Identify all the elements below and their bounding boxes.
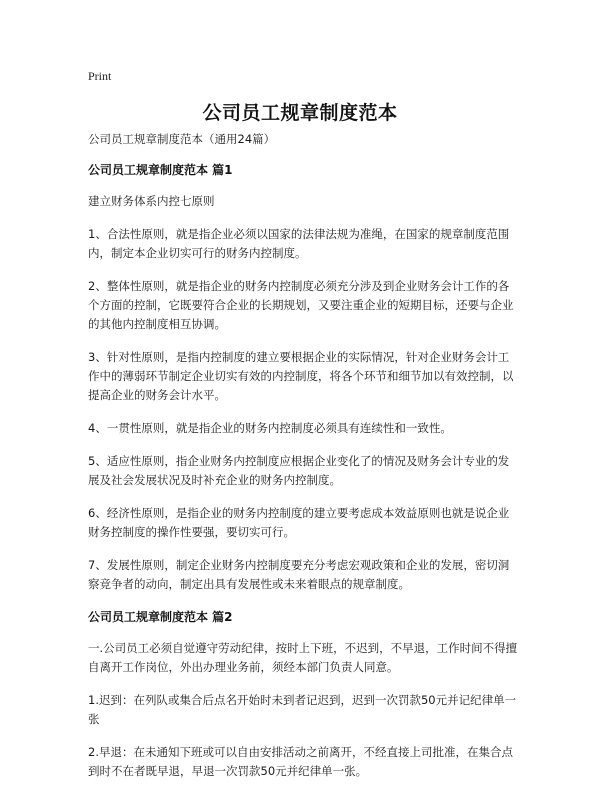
paragraph: 5、适应性原则，指企业财务内控制度应根据企业变化了的情况及财务会计专业的发展及社会发展状况及时补充企业的财务内控制度。 bbox=[88, 454, 510, 487]
print-link[interactable]: Print bbox=[88, 69, 112, 83]
document-subtitle: 公司员工规章制度范本（通用24篇） bbox=[88, 132, 276, 146]
paragraph: 3、针对性原则，是指内控制度的建立要根据企业的实际情况，针对企业财务会计工作中的薄弱环节制定企业切实有效的内控制度，将各个环节和细节加以有效控制，以提高企业的财务会计水平。 bbox=[88, 350, 514, 402]
paragraph: 2.早退：在未通知下班或可以自由安排活动之前离开，不经直接上司批准，在集合点到时不在者既早退，早退一次罚款50元并纪律单一张。 bbox=[88, 745, 513, 778]
section-intro: 建立财务体系内控七原则 bbox=[88, 194, 215, 208]
section-heading-2: 公司员工规章制度范本 篇2 bbox=[88, 610, 233, 624]
page-title: 公司员工规章制度范本 bbox=[202, 102, 398, 124]
paragraph: 1、合法性原则，就是指企业必须以国家的法律法规为准绳，在国家的规章制度范围内，制定本企业切实可行的财务内控制度。 bbox=[88, 227, 510, 260]
paragraph: 1.迟到：在列队或集合后点名开始时未到者记迟到，迟到一次罚款50元并记纪律单一张 bbox=[88, 693, 517, 726]
paragraph: 4、一贯性原则，就是指企业的财务内控制度必须具有连续性和一致性。 bbox=[88, 421, 452, 435]
paragraph: 2、整体性原则，就是指企业的财务内控制度必须充分涉及到企业财务会计工作的各个方面的控制，它既要符合企业的长期规划，又要注重企业的短期目标，还要与企业的其他内控制度相互协调。 bbox=[88, 279, 514, 331]
section-heading-1: 公司员工规章制度范本 篇1 bbox=[88, 163, 233, 177]
paragraph: 7、发展性原则，制定企业财务内控制度要充分考虑宏观政策和企业的发展，密切洞察竞争者的动向，制定出具有发展性或未来着眼点的规章制度。 bbox=[88, 558, 510, 591]
document-body bbox=[88, 130, 520, 795]
paragraph: 6、经济性原则，是指企业的财务内控制度的建立要考虑成本效益原则也就是说企业财务控制度的操作性要强，要切实可行。 bbox=[88, 506, 510, 539]
paragraph: 一.公司员工必须自觉遵守劳动纪律，按时上下班，不迟到，不早退，工作时间不得擅自离开工作岗位，外出办理业务前，须经本部门负责人同意。 bbox=[88, 641, 518, 674]
